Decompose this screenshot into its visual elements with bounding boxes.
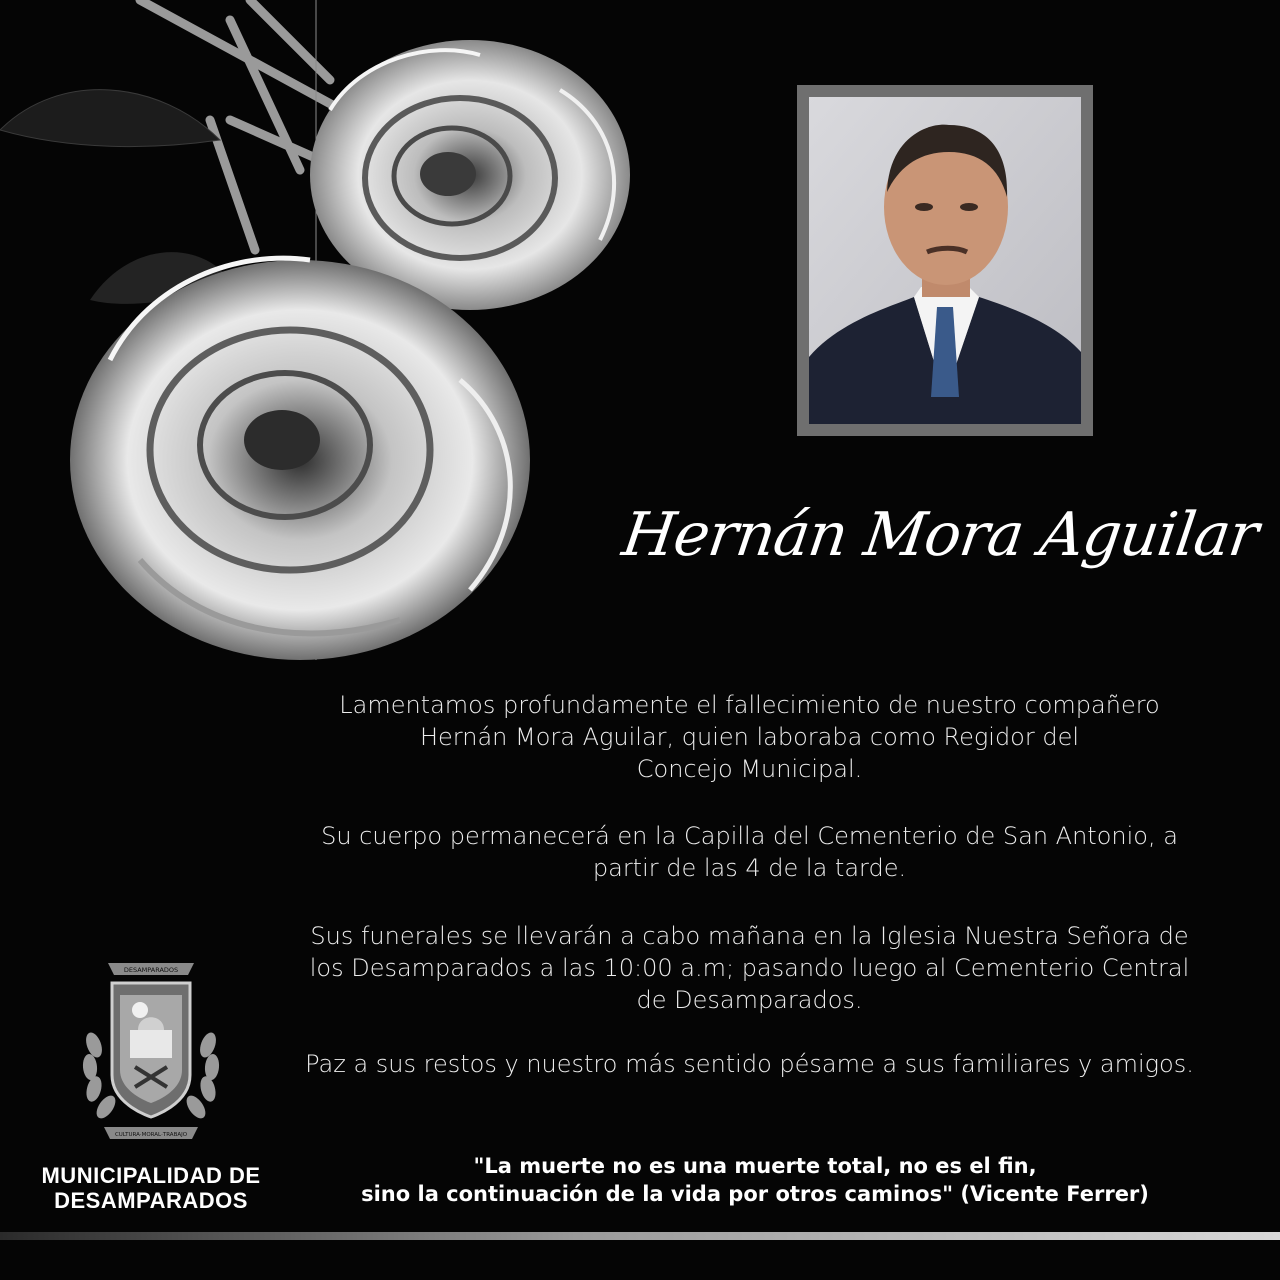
message-line: los Desamparados a las 10:00 a.m; pasando luego al Cementerio Central (309, 954, 1190, 982)
message-line: Lamentamos profundamente el fallecimiento de nuestro compañero (339, 691, 1160, 719)
closing-quote (350, 1152, 1160, 1208)
roses-image (0, 0, 640, 680)
message-paragraph-4 (262, 1048, 1237, 1080)
message-paragraph-1 (262, 689, 1237, 785)
message-line: Sus funerales se llevarán a cabo mañana en la Iglesia Nuestra Señora de (310, 922, 1189, 950)
message-line: Hernán Mora Aguilar, quien laboraba como Regidor del (419, 723, 1080, 751)
organization-name-line-2: DESAMPARADOS (54, 1188, 248, 1213)
organization-name (20, 1163, 282, 1213)
message-line: Concejo Municipal. (636, 755, 863, 783)
bottom-divider (0, 1232, 1280, 1240)
message-line: de Desamparados. (636, 986, 863, 1014)
message-paragraph-2 (262, 820, 1237, 884)
message-line: partir de las 4 de la tarde. (592, 854, 907, 882)
crest-bottom-text: CULTURA·MORAL·TRABAJO (114, 1132, 188, 1138)
organization-name-line-1: MUNICIPALIDAD DE (41, 1163, 261, 1188)
message-paragraph-3 (262, 920, 1237, 1016)
portrait-frame (797, 85, 1093, 436)
quote-line-1: "La muerte no es una muerte total, no es el fin, (473, 1154, 1037, 1178)
crest-top-text: DESAMPARADOS (123, 966, 179, 974)
deceased-name: Hernán Mora Aguilar (618, 500, 1262, 570)
portrait-photo (809, 97, 1081, 424)
municipal-crest-logo (80, 955, 222, 1145)
message-line: Paz a sus restos y nuestro más sentido pésame a sus familiares y amigos. (305, 1050, 1194, 1078)
message-line: Su cuerpo permanecerá en la Capilla del Cementerio de San Antonio, a (321, 822, 1178, 850)
quote-line-2: sino la continuación de la vida por otros caminos" (Vicente Ferrer) (361, 1182, 1149, 1206)
